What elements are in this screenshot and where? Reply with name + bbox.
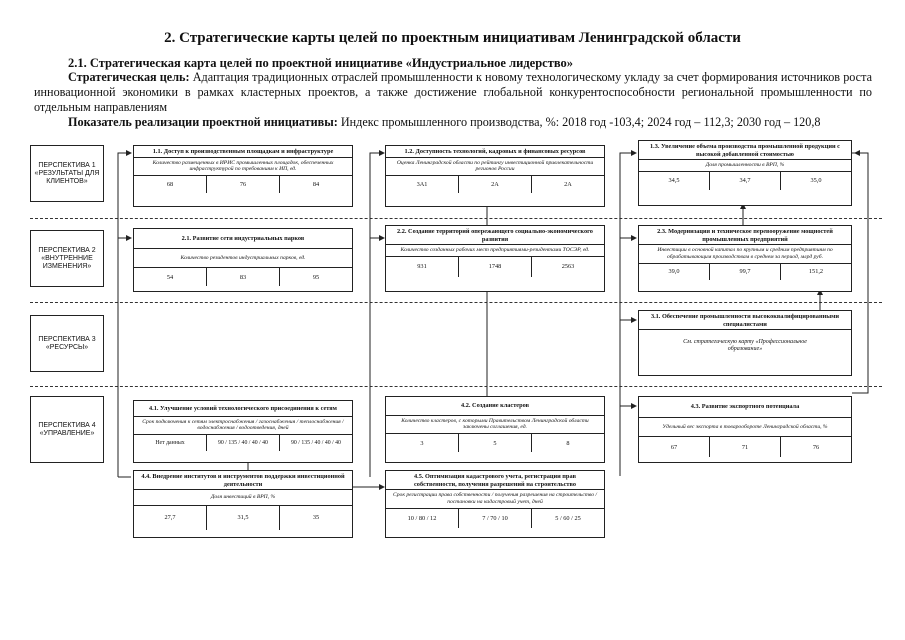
value-2024: 31,5 [206,506,279,530]
goal-4-5 [385,470,605,538]
goal-1-2 [385,145,605,207]
perspective-1 [30,145,104,202]
value-2018: Нет данных [155,440,185,447]
value-2024: 7 / 70 / 10 [458,509,531,528]
goal-3-1 [638,310,852,376]
indicator-label: Показатель реализации проектной инициативы: [68,115,338,129]
goal-indicator: Инвестиции в основной капитал по крупным и средним предприятиям по обрабатывающим производствам в среднем за период, млрд руб. [639,244,851,263]
goal-title: 4.3. Развитие экспортного потенциала [690,403,800,410]
goal-4-1 [133,400,353,463]
value-2024: 34,7 [709,172,780,190]
goal-2-1 [133,228,353,292]
value-2024: 99,7 [709,264,780,280]
goal-indicator: См. стратегическую карту «Профессиональное образование» [639,329,851,362]
goal-indicator: Доля инвестиций в ВРП, % [134,489,352,505]
value-2018: 3A1 [416,181,428,189]
goal-title: 1.3. Увеличение объема производства промышленной продукции с высокой добавленной стоимостью [650,143,840,158]
value-2018: 931 [417,263,427,271]
goal-indicator: Срок подключения к сетям электроснабжения / газоснабжения / теплоснабжения / водоснабжения / водоотведения, дней [134,416,352,435]
goal-title: 2.2. Создание территорий опережающего социально-экономического развития [397,228,593,243]
value-2030: 8 [531,434,604,452]
strategic-goal-text: Адаптация традиционных отраслей промышленности к новому технологическому укладу за счет формирования источников роста инновационной экономики в рамках кластерных проектов, а также достижение глобальной конкурентоспособности региональной промышленности по отдельным направлениям [34,70,872,114]
goal-1-3 [638,140,852,206]
value-2018: 34,5 [668,177,680,185]
value-2030: 90 / 135 / 40 / 40 / 40 [279,435,352,451]
value-2018: 68 [166,181,174,189]
value-2024: 71 [709,437,780,457]
value-2030: 151,2 [780,264,851,280]
goal-4-4 [133,470,353,538]
goal-title: 4.5. Оптимизация кадастрового учета, регистрации прав собственности, получения разрешений на строительство [413,473,576,488]
goal-indicator: Количество резидентов индустриальных парков, ед. [134,248,352,268]
goal-2-3 [638,225,852,292]
goal-title: 4.2. Создание кластеров [461,402,529,409]
indicator-text: Индекс промышленного производства, %: 2018 год -103,4; 2024 год – 112,3; 2030 год – 120,8 [337,115,821,129]
strategic-goal-label: Стратегическая цель: [68,70,190,84]
goal-4-3 [638,396,852,463]
value-2018: 27,7 [164,514,176,522]
perspective-label: ПЕРСПЕКТИВА 2 «ВНУТРЕННИЕ ИЗМЕНЕНИЯ» [38,246,96,270]
value-2030: 2A [531,176,604,193]
perspective-2 [30,230,104,287]
goal-indicator: Количество созданных рабочих мест предприятиями-резидентами ТОСЭР, ед. [386,244,604,256]
value-2024: 1748 [458,257,531,277]
goal-title: 2.1. Развитие сети индустриальных парков [181,235,305,242]
perspective-label: ПЕРСПЕКТИВА 3 «РЕСУРСЫ» [38,335,96,351]
goal-indicator: Доля промышленности в ВРП, % [639,159,851,171]
value-2018: 67 [670,443,678,451]
goal-indicator: Удельный вес экспорта в товарообороте Ленинградской области, % [639,417,851,437]
goal-indicator: Количество кластеров, с которыми Правительством Ленинградской области заключены соглашения, ед. [386,415,604,434]
value-2024: 76 [206,176,279,193]
goal-indicator: Срок регистрации права собственности / получения разрешения на строительство / постановки на кадастровый учет, дней [386,489,604,508]
goal-title: 2.3. Модернизация и техническое перевооружение мощностей промышленных предприятий [657,228,833,243]
value-2030: 95 [279,268,352,286]
perspective-label: ПЕРСПЕКТИВА 4 «УПРАВЛЕНИЕ» [38,421,96,437]
value-2030: 35 [279,506,352,530]
value-2030: 84 [279,176,352,193]
goal-title: 4.1. Улучшение условий технологического присоединения к сетям [149,405,337,412]
perspective-3 [30,315,104,372]
value-2024: 2A [458,176,531,193]
goal-title: 3.1. Обеспечение промышленности высококвалифицированными специалистами [650,313,840,328]
value-2018: 3 [420,439,424,447]
goal-indicator: Количество размещенных в ИРИС промышленных площадок, обеспеченных инфраструктурой по требованиям к ИП, ед. [134,157,352,176]
goal-2-2 [385,225,605,292]
perspective-label: ПЕРСПЕКТИВА 1 «РЕЗУЛЬТАТЫ ДЛЯ КЛИЕНТОВ» [34,161,100,185]
value-2030: 5 / 60 / 25 [531,509,604,528]
perspective-4 [30,396,104,463]
value-2018: 10 / 80 / 12 [407,514,437,522]
value-2024: 83 [206,268,279,286]
goal-indicator: Оценка Ленинградской области по рейтингу инвестиционной привлекательности регионов России [386,157,604,176]
value-2030: 35,0 [780,172,851,190]
goal-title: 1.1. Доступ к производственным площадкам и инфраструктуре [152,148,334,155]
value-2024: 5 [458,434,531,452]
value-2030: 2563 [531,257,604,277]
goal-title: 4.4. Внедрение институтов и инструментов поддержки инвестиционной деятельности [141,473,345,488]
value-2030: 76 [780,437,851,457]
map-subtitle: 2.1. Стратегическая карта целей по проектной инициативе «Индустриальное лидерство» [68,56,573,70]
document-title: 2. Стратегические карты целей по проектным инициативам Ленинградской области [164,30,741,46]
goal-title: 1.2. Доступность технологий, кадровых и финансовых ресурсов [404,148,586,155]
goal-1-1 [133,145,353,207]
value-2024: 90 / 135 / 40 / 40 / 40 [206,435,279,451]
value-2018: 39,0 [668,268,680,276]
goal-4-2 [385,396,605,463]
value-2018: 54 [166,273,174,281]
